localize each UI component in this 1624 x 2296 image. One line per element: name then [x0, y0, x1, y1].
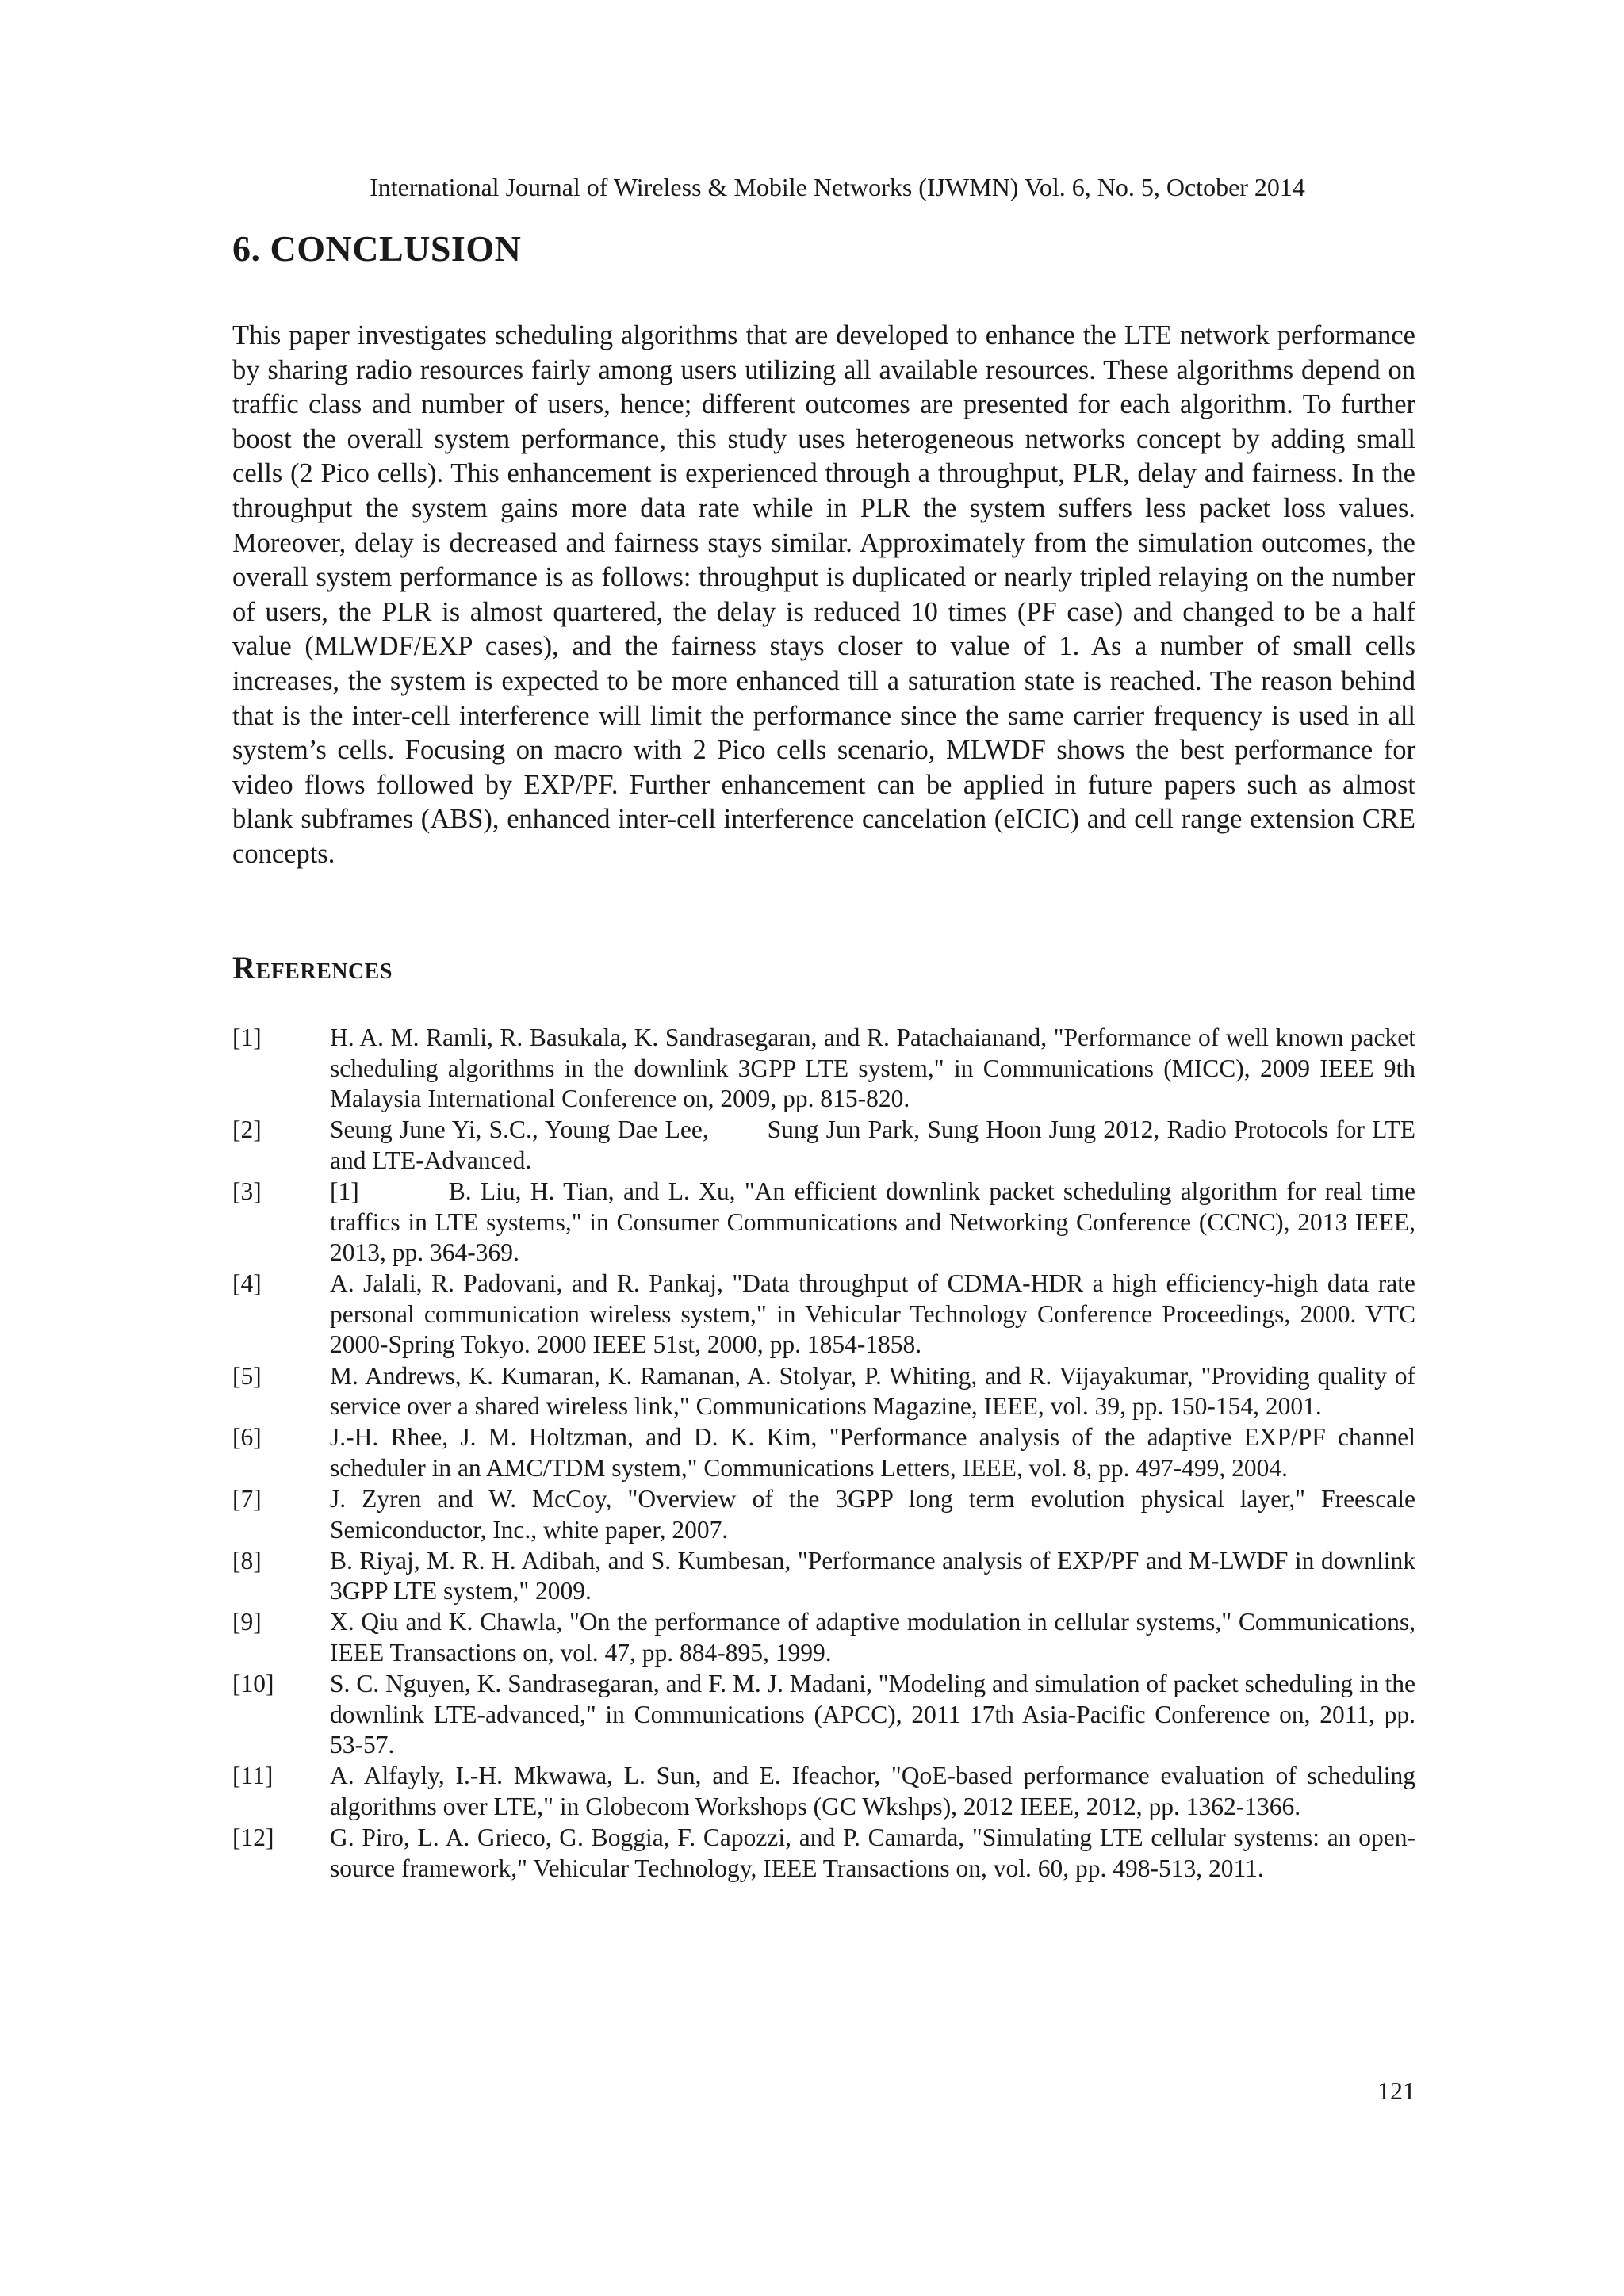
reference-number: [1] — [232, 1024, 262, 1051]
reference-item — [232, 1361, 1422, 1422]
page-number: 121 — [1377, 2076, 1415, 2105]
reference-number: [2] — [232, 1115, 262, 1144]
reference-text: S. C. Nguyen, K. Sandrasegaran, and F. M. J. Madani, "Modeling and simulation of packet scheduling in the downlink LTE-advanced," in Communications (APCC), 2011 17th Asia-Pacific Conference on, 2011, pp. 53-57. — [330, 1669, 1422, 1759]
reference-item — [232, 1607, 1422, 1668]
references-heading: References — [232, 950, 393, 985]
reference-text: [1] B. Liu, H. Tian, and L. Xu, "An efficient downlink packet scheduling algorithm for real time traffics in LTE systems," in Consumer Communications and Networking Conference (CCNC), 2013 IEEE, 2013, pp. 364-369. — [330, 1177, 1422, 1267]
reference-item — [232, 1177, 1422, 1269]
reference-number: [4] — [232, 1269, 262, 1298]
reference-item — [232, 1422, 1422, 1483]
running-header: International Journal of Wireless & Mobile Networks (IJWMN) Vol. 6, No. 5, October 2014 — [370, 173, 1305, 201]
reference-text: M. Andrews, K. Kumaran, K. Ramanan, A. Stolyar, P. Whiting, and R. Vijayakumar, "Providing quality of service over a shared wireless link," Communications Magazine, IEEE, vol. 39, pp. 150-154, 2001. — [330, 1361, 1422, 1421]
reference-text: G. Piro, L. A. Grieco, G. Boggia, F. Capozzi, and P. Camarda, "Simulating LTE cellular systems: an open-source framework," Vehicular Technology, IEEE Transactions on, vol. 60, pp. 498-513, 2011. — [330, 1823, 1415, 1882]
reference-number: [8] — [232, 1546, 262, 1575]
reference-text: A. Alfayly, I.-H. Mkwawa, L. Sun, and E. Ifeachor, "QoE-based performance evaluation of scheduling algorithms over LTE," in Globecom Workshops (GC Wkshps), 2012 IEEE, 2012, pp. 1362-1366. — [330, 1762, 1422, 1820]
reference-item — [232, 1484, 1422, 1545]
reference-text: B. Riyaj, M. R. H. Adibah, and S. Kumbesan, "Performance analysis of EXP/PF and M-LWDF in downlink 3GPP LTE system," 2009. — [330, 1546, 1422, 1605]
reference-text: J. Zyren and W. McCoy, "Overview of the 3GPP long term evolution physical layer," Freescale Semiconductor, Inc., white paper, 2007. — [330, 1484, 1422, 1544]
reference-number: [6] — [232, 1423, 262, 1452]
reference-text: H. A. M. Ramli, R. Basukala, K. Sandrasegaran, and R. Patachaianand, "Performance of well known packet scheduling algorithms in the downlink 3GPP LTE system," in Communications (MICC), 2009 IEEE 9th Malaysia International Conference on, 2009, pp. 815-820. — [330, 1024, 1422, 1113]
reference-item — [232, 1115, 1422, 1176]
references-list — [232, 1023, 1422, 1885]
reference-item — [232, 1669, 1422, 1761]
reference-number: [12] — [232, 1823, 274, 1851]
reference-number: [9] — [232, 1608, 262, 1636]
reference-number: [3] — [232, 1177, 262, 1205]
reference-number: [7] — [232, 1484, 262, 1513]
reference-text: Seung June Yi, S.C., Young Dae Lee, Sung Jun Park, Sung Hoon Jung 2012, Radio Protocols for LTE and LTE-Advanced. — [330, 1115, 1422, 1174]
conclusion-paragraph: This paper investigates scheduling algorithms that are developed to enhance the LTE network performance by sharing radio resources fairly among users utilizing all available resources. These algorithms depend on traffic class and number of users, hence; different outcomes are presented for each algorithm. To further boost the overall system performance, this study uses heterogeneous networks concept by adding small cells (2 Pico cells). This enhancement is experienced through a throughput, PLR, delay and fairness. In the throughput the system gains more data rate while in PLR the system suffers less packet loss values. Moreover, delay is decreased and fairness stays similar. Approximately from the simulation outcomes, the overall system performance is as follows: throughput is duplicated or nearly tripled relaying on the number of users, the PLR is almost quartered, the delay is reduced 10 times (PF case) and changed to be a half value (MLWDF/EXP cases), and the fairness stays closer to value of 1. As a number of small cells increases, the system is expected to be more enhanced till a saturation state is reached. The reason behind that is the inter-cell interference will limit the performance since the same carrier frequency is used in all system’s cells. Focusing on macro with 2 Pico cells scenario, MLWDF shows the best performance for video flows followed by EXP/PF. Further enhancement can be applied in future papers such as almost blank subframes (ABS), enhanced inter-cell interference cancelation (eICIC) and cell range extension CRE concepts. — [232, 320, 1415, 869]
reference-number: [11] — [232, 1762, 274, 1790]
reference-item — [232, 1269, 1422, 1360]
reference-number: [5] — [232, 1361, 262, 1390]
reference-item — [232, 1546, 1422, 1607]
conclusion-heading: 6. CONCLUSION — [232, 228, 522, 269]
reference-text: J.-H. Rhee, J. M. Holtzman, and D. K. Kim, "Performance analysis of the adaptive EXP/PF channel scheduler in an AMC/TDM system," Communications Letters, IEEE, vol. 8, pp. 497-499, 2004. — [330, 1423, 1422, 1482]
reference-item — [232, 1023, 1422, 1115]
reference-text: A. Jalali, R. Padovani, and R. Pankaj, "Data throughput of CDMA-HDR a high efficiency-high data rate personal communication wireless system," in Vehicular Technology Conference Proceedings, 2000. VTC 2000-Spring Tokyo. 2000 IEEE 51st, 2000, pp. 1854-1858. — [330, 1269, 1422, 1359]
reference-item — [232, 1761, 1422, 1822]
reference-text: X. Qiu and K. Chawla, "On the performance of adaptive modulation in cellular systems," Communications, IEEE Transactions on, vol. 47, pp. 884-895, 1999. — [330, 1608, 1422, 1667]
reference-item — [232, 1823, 1415, 1884]
reference-number: [10] — [232, 1669, 274, 1697]
